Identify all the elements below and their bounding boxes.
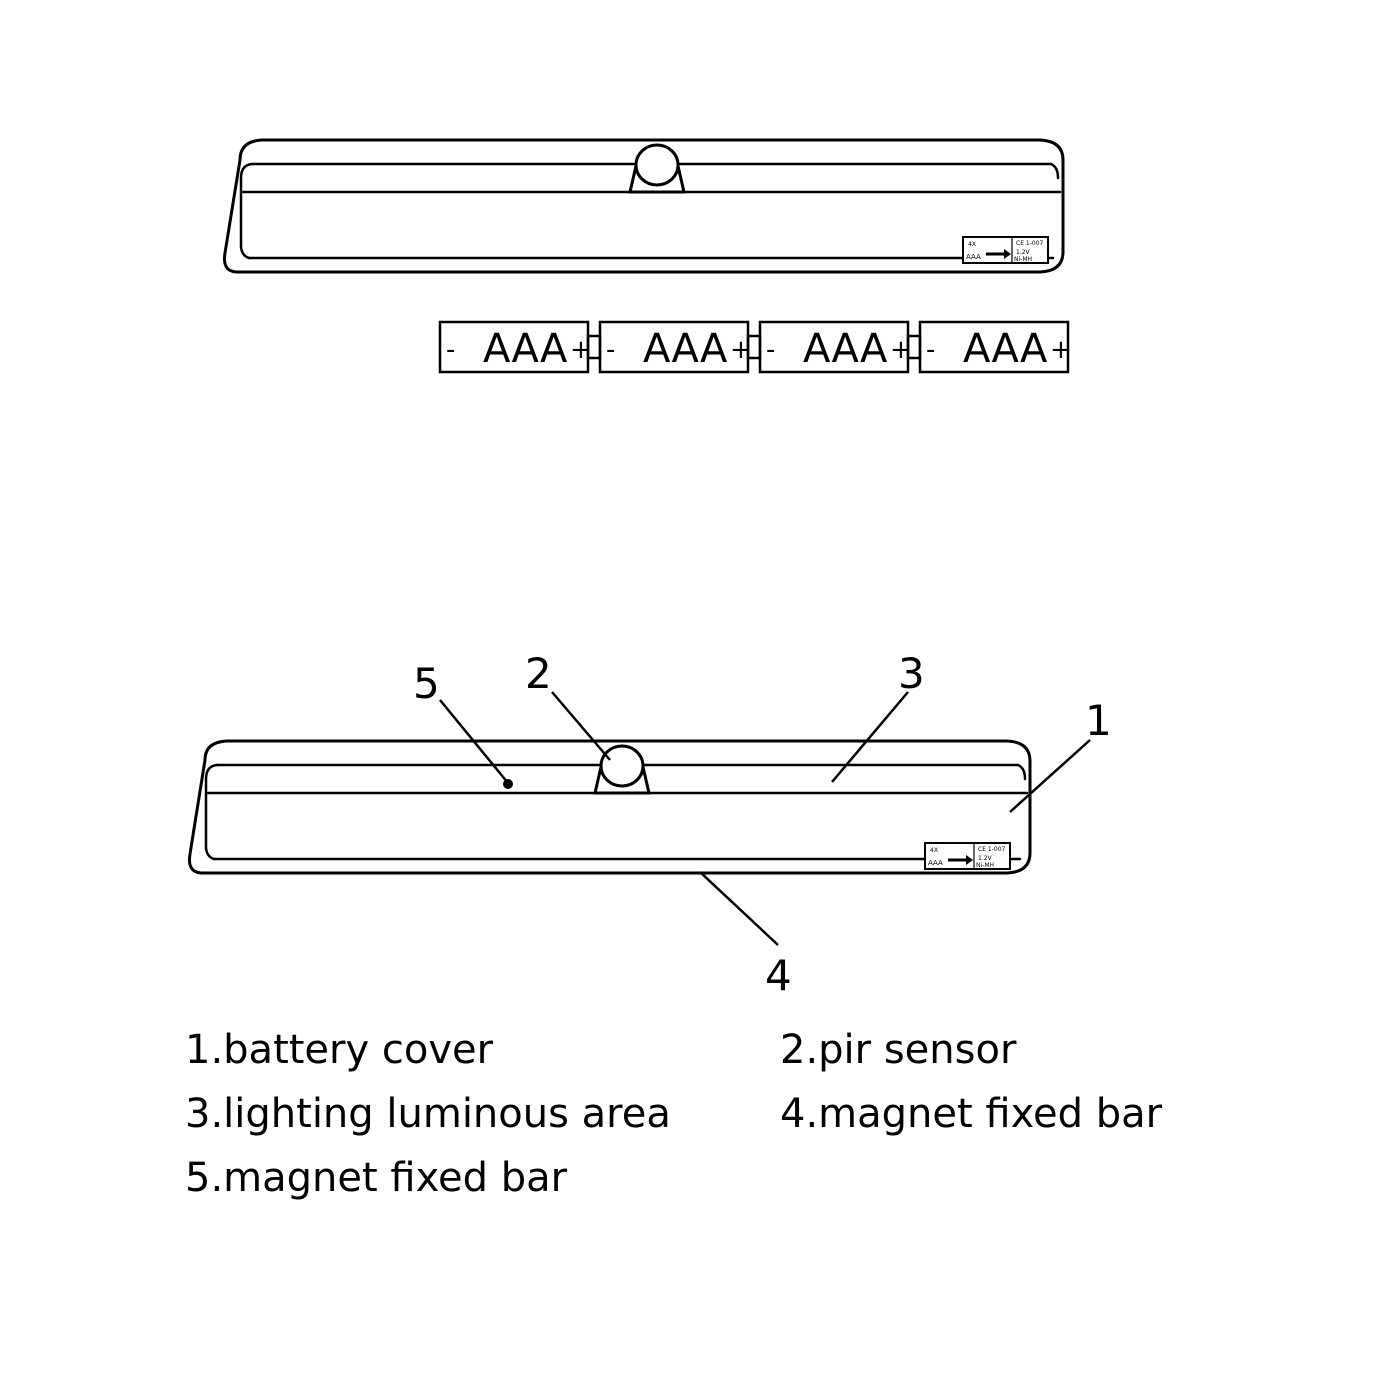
svg-text:AAA: AAA	[966, 253, 981, 261]
leader-line-1	[1010, 740, 1090, 812]
labeled-view-left-cap	[206, 765, 217, 859]
svg-text:4X: 4X	[968, 241, 976, 248]
callout-number-5: 5	[413, 659, 440, 708]
battery-plus-3: +	[890, 335, 912, 365]
top-view-right-cap	[1051, 164, 1058, 178]
battery-plus-4: +	[1050, 335, 1072, 365]
pir-sensor-dome-2	[601, 746, 643, 786]
svg-text:1.2V: 1.2V	[978, 855, 992, 862]
battery-label-3: AAA	[803, 326, 888, 372]
legend-item-1: 1.battery cover	[185, 1027, 494, 1073]
top-view-left-cap	[241, 164, 252, 258]
svg-text:4X: 4X	[930, 847, 938, 854]
svg-text:1.2V: 1.2V	[1016, 249, 1030, 256]
battery-label-4: AAA	[963, 326, 1048, 372]
battery-minus-1: -	[446, 335, 456, 365]
battery-sticker-labeled-view	[925, 843, 1010, 869]
callout-leader-lines	[440, 692, 1090, 945]
pir-sensor-top-view	[630, 145, 684, 192]
leader-line-2	[552, 692, 610, 760]
callout-number-1: 1	[1085, 696, 1112, 745]
svg-text:CE 1-007: CE 1-007	[978, 846, 1006, 853]
svg-text:Ni-MH: Ni-MH	[976, 862, 995, 869]
battery-plus-2: +	[730, 335, 752, 365]
battery-label-1: AAA	[483, 326, 568, 372]
callout-number-3: 3	[898, 649, 925, 698]
legend	[185, 1025, 1285, 1217]
legend-item-3: 3.lighting luminous area	[185, 1091, 671, 1137]
svg-text:CE 1-007: CE 1-007	[1016, 240, 1044, 247]
leader-line-4	[700, 872, 778, 945]
battery-minus-4: -	[926, 335, 936, 365]
leader-dot-5	[503, 779, 513, 789]
legend-item-5: 5.magnet fixed bar	[185, 1155, 568, 1201]
battery-label-2: AAA	[643, 326, 728, 372]
battery-sticker-top-view	[963, 237, 1048, 263]
legend-row	[185, 1089, 1285, 1139]
leader-line-3	[832, 692, 908, 782]
callout-number-2: 2	[525, 649, 552, 698]
pir-sensor-dome	[636, 145, 678, 185]
legend-row	[185, 1153, 1285, 1203]
battery-plus-1: +	[570, 335, 592, 365]
legend-item-4: 4.magnet fixed bar	[780, 1091, 1163, 1137]
legend-row	[185, 1025, 1285, 1075]
callout-numbers	[413, 649, 1112, 1000]
labeled-view-right-cap	[1018, 765, 1025, 779]
legend-item-2: 2.pir sensor	[780, 1027, 1017, 1073]
callout-number-4: 4	[765, 951, 792, 1000]
battery-minus-2: -	[606, 335, 616, 365]
battery-minus-3: -	[766, 335, 776, 365]
svg-text:Ni-MH: Ni-MH	[1014, 256, 1033, 263]
svg-text:AAA: AAA	[928, 859, 943, 867]
